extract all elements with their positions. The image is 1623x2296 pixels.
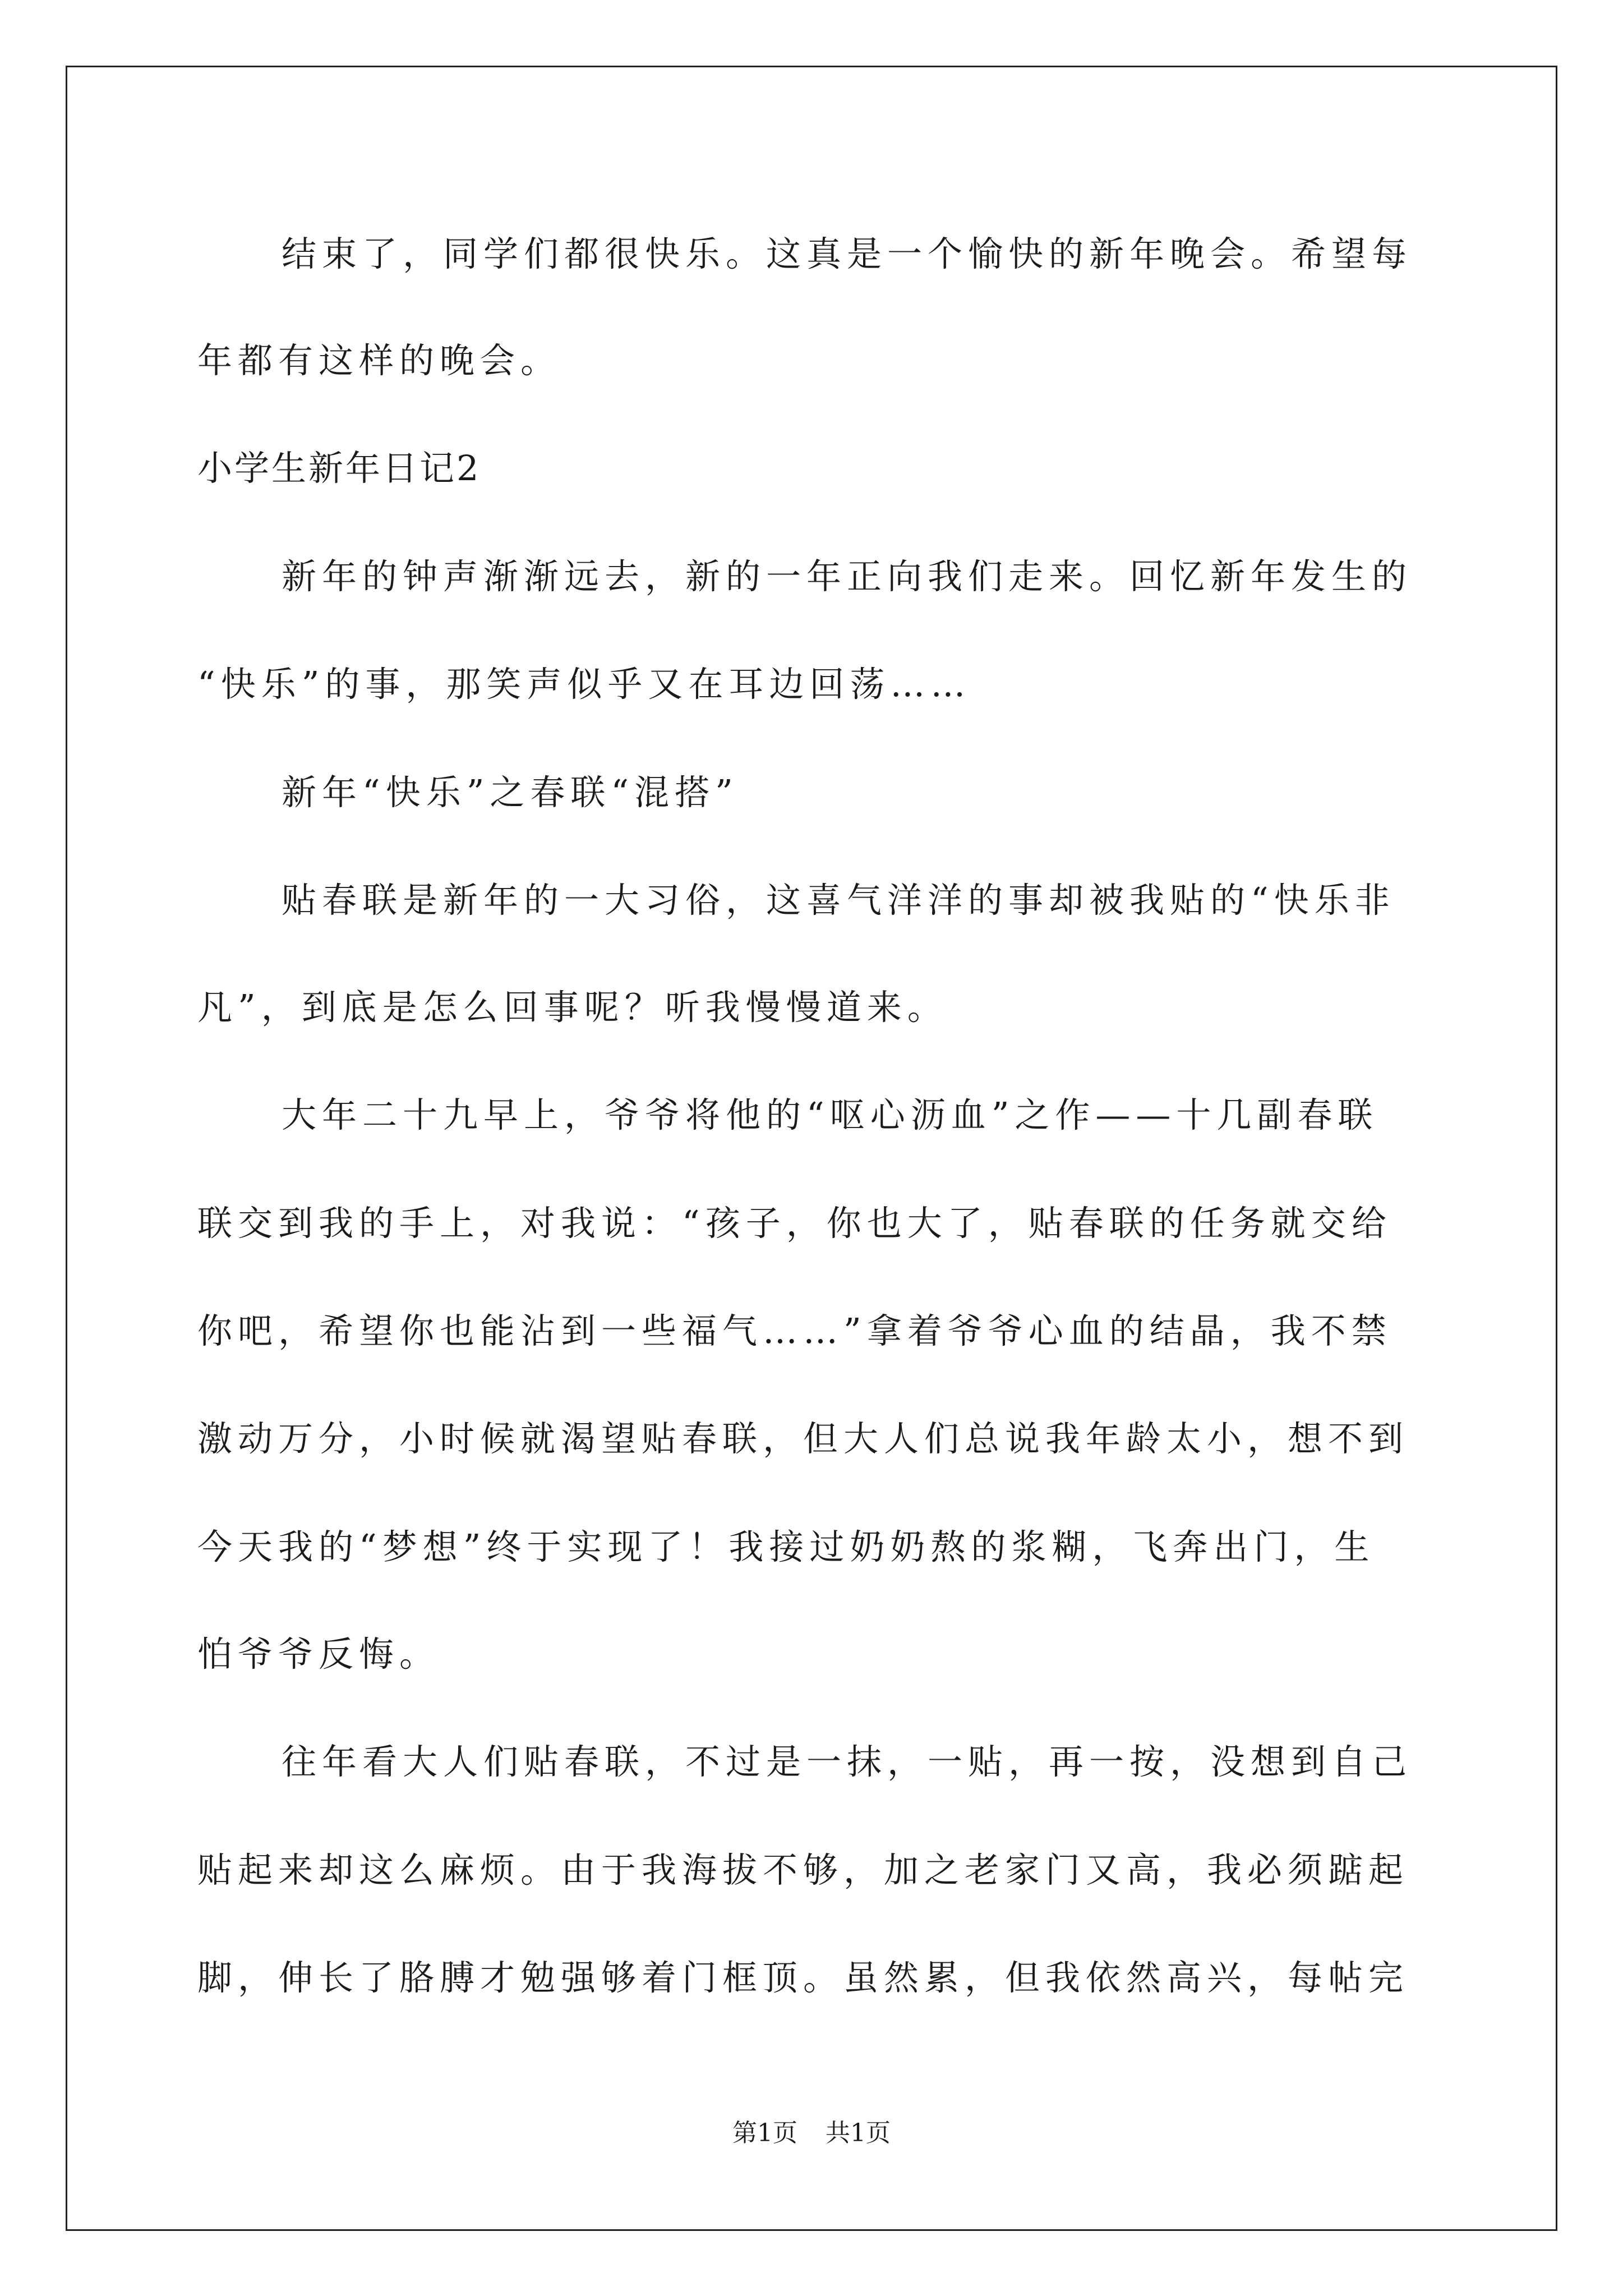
- paragraph-line: 激动万分，小时候就渴望贴春联，但大人们总说我年龄太小，想不到: [197, 1418, 1409, 1459]
- subheading-line: 新年“快乐”之春联“混搭”: [282, 772, 739, 813]
- paragraph-line: 往年看大人们贴春联，不过是一抹，一贴，再一按，没想到自己: [282, 1741, 1413, 1782]
- paragraph-line: 凡”，到底是怎么回事呢？听我慢慢道来。: [197, 987, 948, 1028]
- paragraph-line: 贴起来却这么麻烦。由于我海拔不够，加之老家门又高，我必须踮起: [197, 1849, 1409, 1890]
- paragraph-line: 大年二十九早上，爷爷将他的“呕心沥血”之作——十几副春联: [282, 1094, 1378, 1135]
- paragraph-line: 今天我的“梦想”终于实现了！我接过奶奶熬的浆糊，飞奔出门，生: [197, 1526, 1375, 1567]
- paragraph-line: 新年的钟声渐渐远去，新的一年正向我们走来。回忆新年发生的: [282, 556, 1413, 597]
- page-border: [66, 66, 1557, 2231]
- page-footer: [0, 2121, 1623, 2146]
- section-heading: 小学生新年日记2: [197, 448, 481, 489]
- paragraph-line: 结束了，同学们都很快乐。这真是一个愉快的新年晚会。希望每: [282, 233, 1413, 274]
- page-number: 第1页: [732, 2119, 797, 2147]
- paragraph-line: 你吧，希望你也能沾到一些福气……”拿着爷爷心血的结晶，我不禁: [197, 1310, 1392, 1351]
- page-total: 共1页: [826, 2119, 891, 2147]
- paragraph-line: 怕爷爷反悔。: [197, 1634, 440, 1674]
- paragraph-line: “快乐”的事，那笑声似乎又在耳边回荡……: [197, 664, 971, 705]
- paragraph-line: 年都有这样的晚会。: [197, 340, 561, 381]
- paragraph-line: 脚，伸长了胳膊才勉强够着门框顶。虽然累，但我依然高兴，每帖完: [197, 1957, 1409, 1998]
- paragraph-line: 联交到我的手上，对我说：“孩子，你也大了，贴春联的任务就交给: [197, 1203, 1392, 1244]
- paragraph-line: 贴春联是新年的一大习俗，这喜气洋洋的事却被我贴的“快乐非: [282, 880, 1395, 921]
